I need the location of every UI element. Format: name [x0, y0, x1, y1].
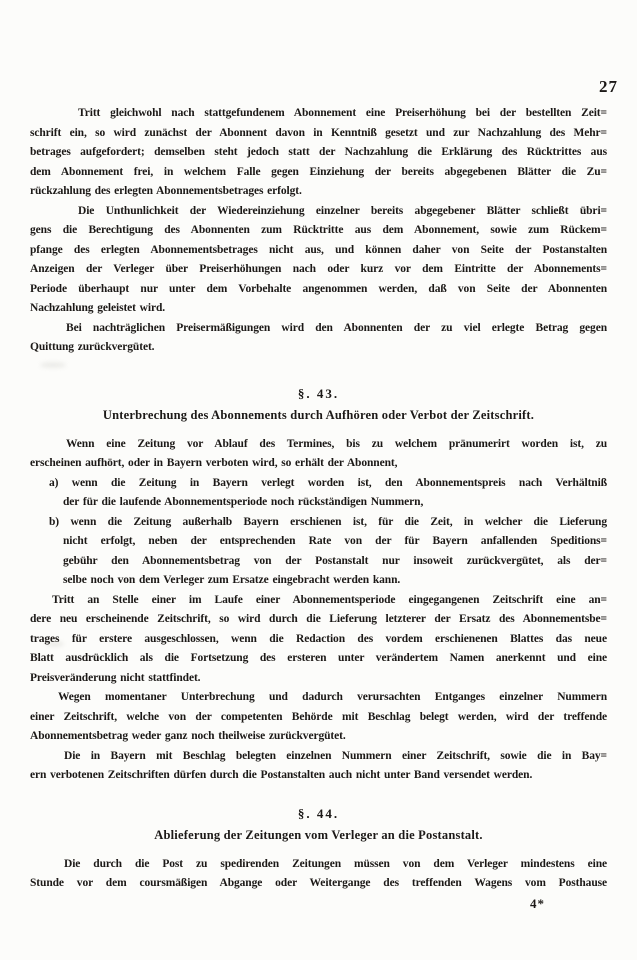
text-line: dem Abonnement frei, in welchem Falle gegen Einziehung der bereits abgegebenen Blätter die Zu=	[30, 165, 607, 178]
text-line: Wenn eine Zeitung vor Ablauf des Termines, bis zu welchem pränumerirt worden ist, zu	[66, 437, 607, 450]
text-line: Tritt gleichwohl nach stattgefundenem Abonnement eine Preiserhöhung bei der bestellten Zeit=	[78, 107, 607, 119]
text-line: Quittung zurückvergütet.	[30, 341, 155, 353]
para-43-replacement-journal	[30, 591, 607, 689]
text-line: ern verbotenen Zeitschriften dürfen durch die Postanstalten auch nicht unter Band versendet werden.	[30, 769, 533, 781]
para-43-intro	[30, 435, 607, 474]
text-line: schrift ein, so wird zunächst der Abonnent davon in Kenntniß gesetzt und zur Nachzahlung des Mehr=	[30, 126, 607, 139]
text-line: selbe noch von dem Verleger zum Ersatze eingebracht werden kann.	[63, 574, 401, 586]
section-43-number: §. 43.	[297, 385, 340, 401]
text-line: Anzeigen der Verleger über Preiserhöhungen nach oder kurz vor dem Eintritte der Abonnements=	[30, 263, 607, 275]
text-line: Bei nachträglichen Preisermäßigungen wird den Abonnenten der zu viel erlegte Betrag gegen	[66, 321, 607, 334]
text-line: rückzahlung des erlegten Abonnementsbetrages erfolgt.	[30, 185, 302, 197]
para-44-delivery-to-post	[30, 855, 607, 894]
text-line: Blatt ausdrücklich als die Fortsetzung des ersteren unter verändertem Namen anerkennt und eine	[30, 652, 607, 664]
para-43-momentary-interruption	[30, 688, 607, 747]
section-44-number: §. 44.	[297, 805, 340, 821]
list-item-b	[30, 513, 607, 591]
text-line: Die in Bayern mit Beschlag belegten einzelnen Nummern einer Zeitschrift, sowie die in Bay=	[64, 749, 607, 762]
text-line: trages für erstere ausgeschlossen, wenn die Redaction des vordem erschienenen Blattes das neue	[30, 632, 607, 645]
list-item-a	[30, 474, 607, 513]
para-refund-on-price-reduction	[30, 319, 607, 358]
text-line: gebühr den Abonnementsbetrag von der Postanstalt nur insoweit zurückvergütet, als der=	[63, 554, 607, 567]
text-line: Die durch die Post zu spedirenden Zeitungen müssen von dem Verleger mindestens eine	[64, 857, 607, 870]
text-line: Periode überhaupt nur unter dem Vorbehalte angenommen werden, daß von Seite der Abonnenten	[30, 282, 607, 295]
text-line: Tritt an Stelle einer im Laufe einer Abonnementsperiode eingegangenen Zeitschrift eine an=	[52, 593, 607, 606]
text-line: einer Zeitschrift, welche von der competenten Behörde mit Beschlag belegt werden, wird der treffende	[30, 710, 607, 723]
text-line: b) wenn die Zeitung außerhalb Bayern erschienen ist, für die Zeit, in welcher die Lieferung	[49, 515, 607, 528]
text-line: der für die laufende Abonnementsperiode noch rückständigen Nummern,	[63, 496, 424, 508]
text-line: dere neu erscheinende Zeitschrift, so wird durch die Lieferung letzterer der Ersatz des Abonnementsbe=	[30, 613, 607, 625]
para-price-increase-after-subscription	[30, 104, 607, 202]
text-line: pfange des erlegten Abonnementsbetrages nicht aus, und können daher von Seite der Postanstalten	[30, 243, 607, 256]
text-line: Nachzahlung geleistet wird.	[30, 302, 166, 314]
text-line: Wegen momentaner Unterbrechung und dadurch verursachten Entganges einzelner Nummern	[58, 691, 607, 703]
para-no-reclaim-of-delivered-issues	[30, 202, 607, 319]
page-body	[30, 104, 607, 913]
text-line: betrages aufgefordert; demselben steht jedoch statt der Nachzahlung die Erklärung des Rücktrittes aus	[30, 146, 607, 158]
text-line: Preisveränderung nicht stattfindet.	[30, 671, 201, 684]
text-line: Stunde vor dem coursmäßigen Abgange oder Weitergange des treffenden Wagens vom Posthause	[30, 877, 607, 889]
text-line: a) wenn die Zeitung in Bayern verlegt worden ist, den Abonnementspreis nach Verhältniß	[49, 476, 607, 489]
text-line: gens die Berechtigung des Abonnenten zum Rücktritte aus dem Abonnement, sowie zum Rückem=	[30, 224, 607, 236]
section-43-title: Unterbrechung des Abonnements durch Aufhören oder Verbot der Zeitschrift.	[102, 407, 535, 422]
text-line: Abonnementsbetrag weder ganz noch theilweise zurückvergütet.	[30, 730, 346, 742]
page-number: 27	[599, 77, 618, 96]
text-line: Die Unthunlichkeit der Wiedereinziehung einzelner bereits abgegebener Blätter schließt übri=	[78, 204, 607, 217]
section-44-title: Ablieferung der Zeitungen vom Verleger an die Postanstalt.	[154, 827, 483, 842]
text-line: nicht erfolgt, neben der entsprechenden Rate von der für Bayern anfallenden Speditions=	[63, 535, 607, 547]
signature-mark: 4*	[530, 895, 545, 911]
para-43-confiscated-numbers	[30, 747, 607, 786]
text-line: erscheinen aufhört, oder in Bayern verboten wird, so erhält der Abonnent,	[30, 457, 398, 469]
